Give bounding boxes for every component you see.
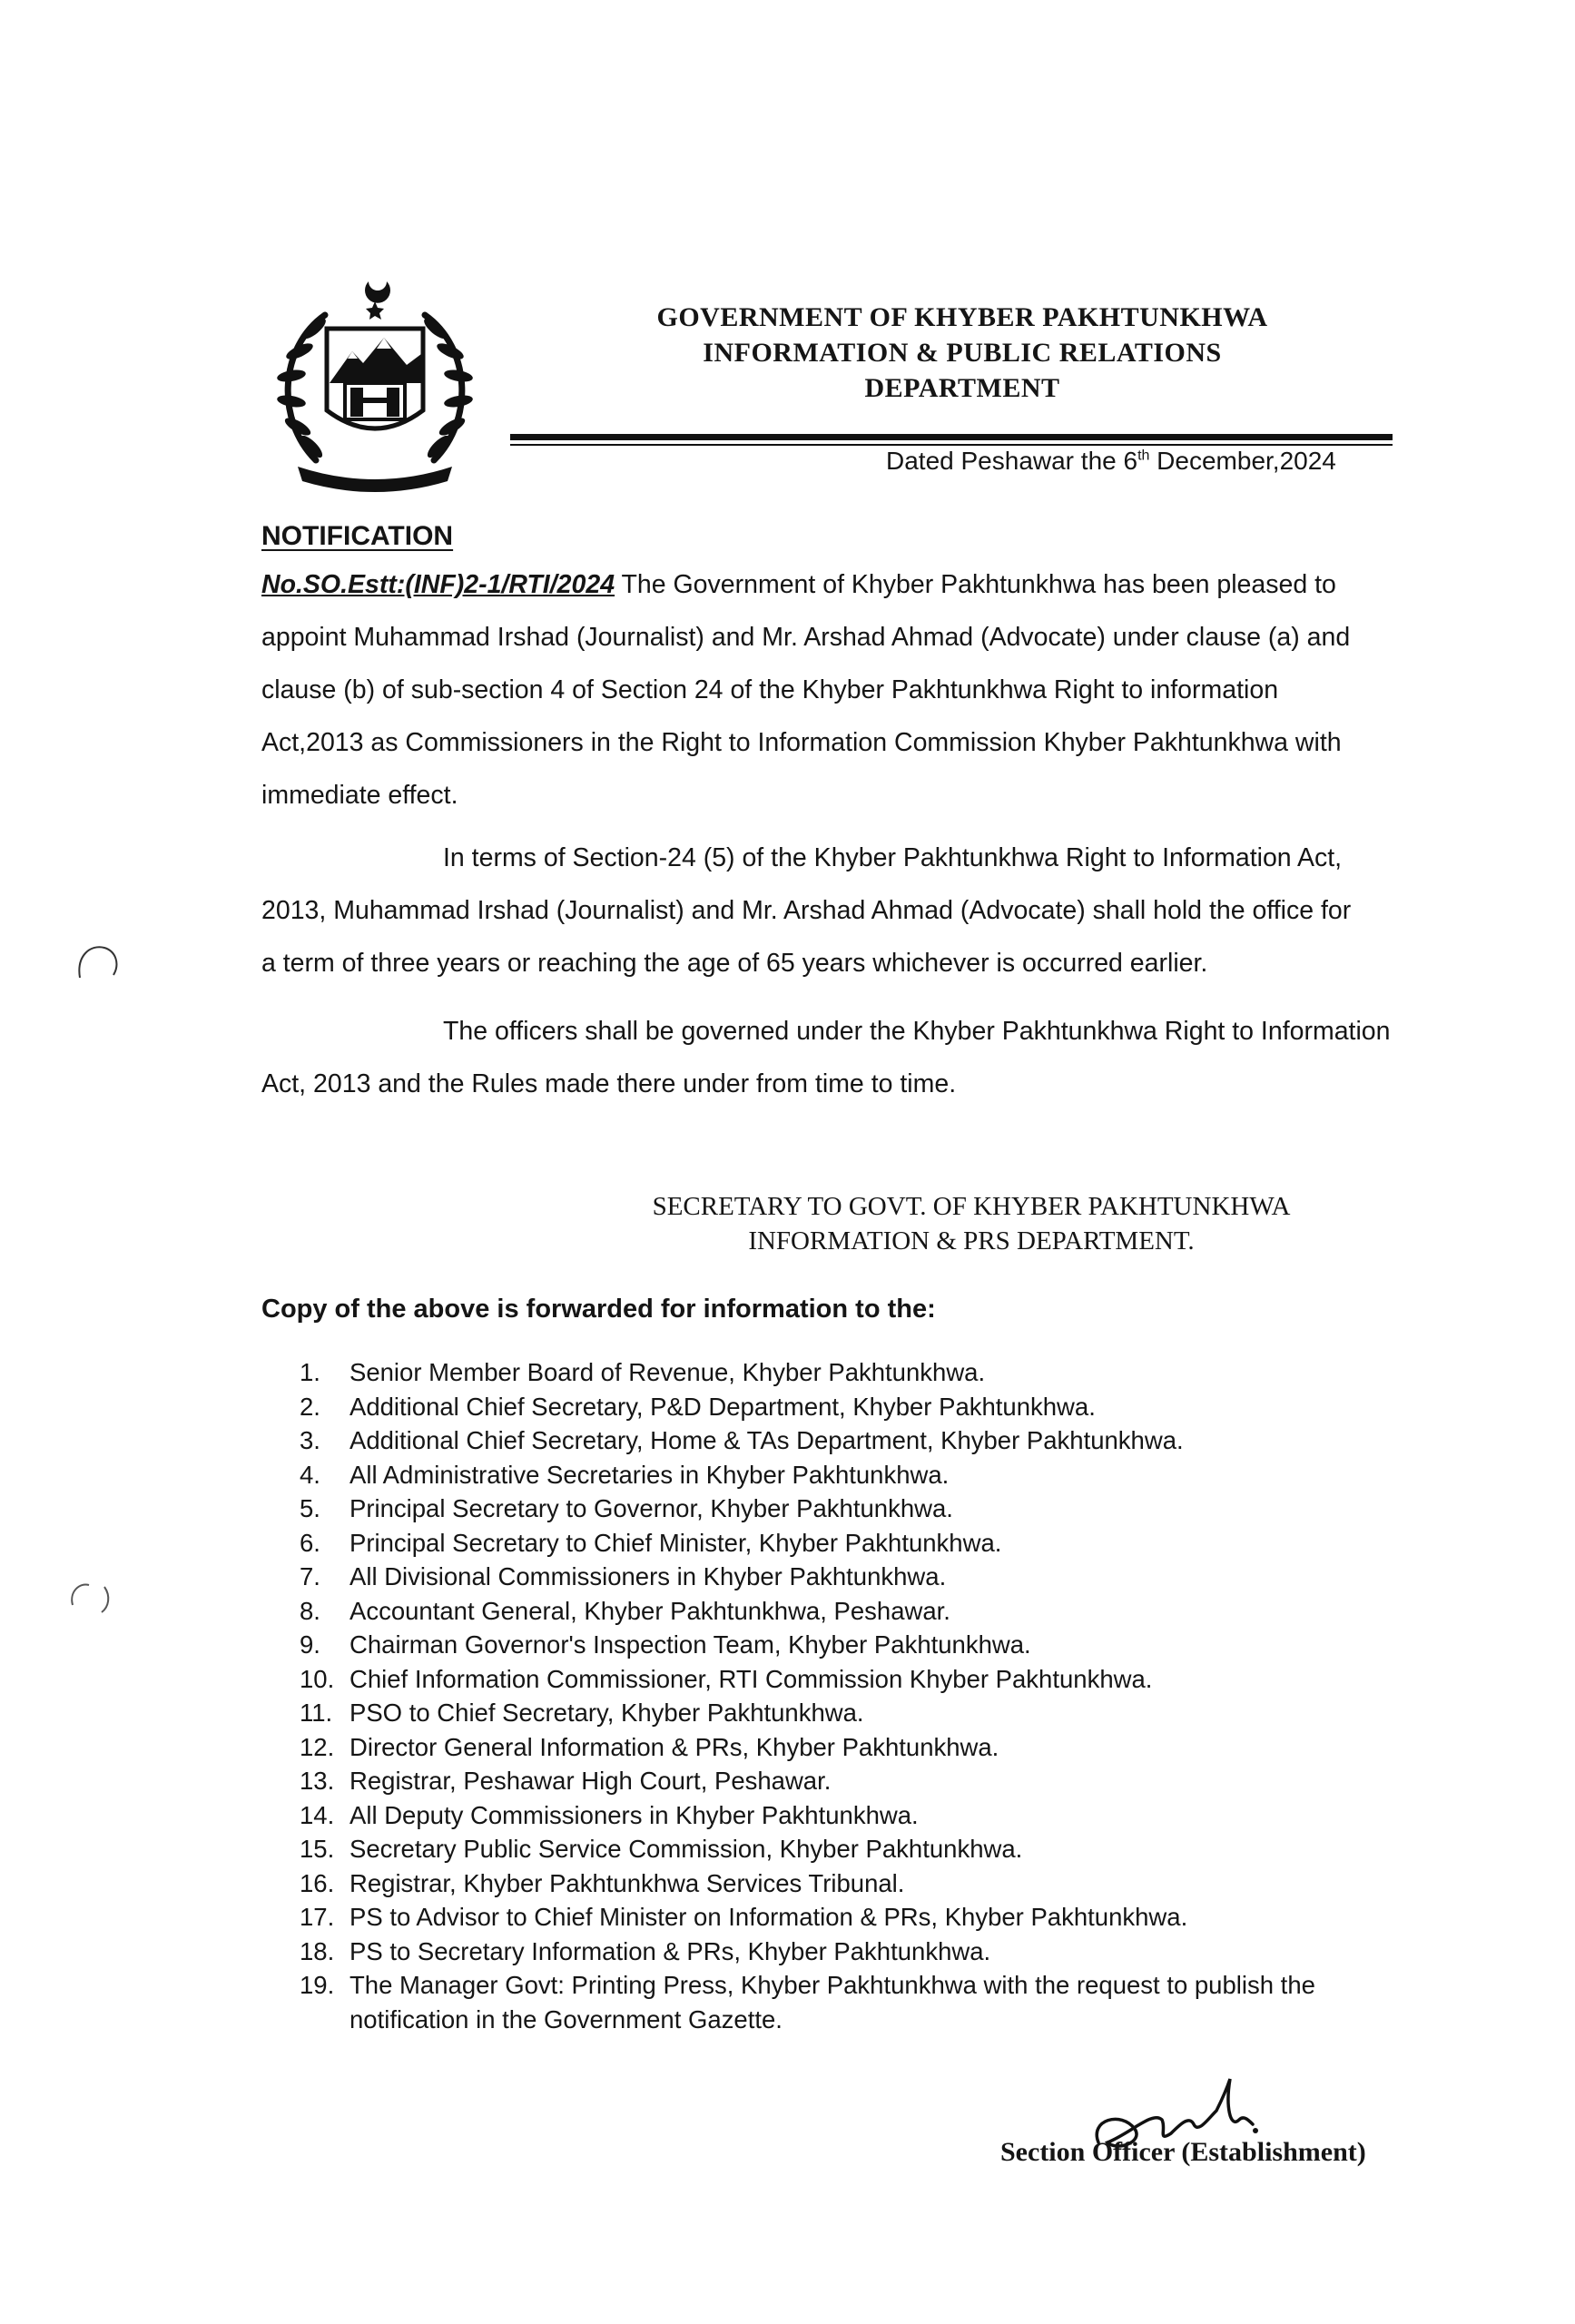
list-item [300, 1390, 1315, 1424]
list-item-number: 3. [300, 1426, 320, 1454]
list-item-number: 9. [300, 1630, 320, 1659]
list-item [300, 1526, 1315, 1561]
list-item-number: 2. [300, 1392, 320, 1421]
list-item-text: Chairman Governor's Inspection Team, Khyber Pakhtunkhwa. [349, 1630, 1031, 1659]
list-item-text: Principal Secretary to Chief Minister, Khyber Pakhtunkhwa. [349, 1528, 1002, 1557]
header-government-title: GOVERNMENT OF KHYBER PAKHTUNKHWA [656, 302, 1268, 332]
header-department-label: DEPARTMENT [864, 373, 1060, 403]
list-item [300, 1355, 1315, 1390]
list-item-number: 7. [300, 1562, 320, 1590]
list-item [300, 1900, 1315, 1935]
list-item-text: Additional Chief Secretary, P&D Department, Khyber Pakhtunkhwa. [349, 1392, 1096, 1421]
list-item-text: Chief Information Commissioner, RTI Commission Khyber Pakhtunkhwa. [349, 1664, 1153, 1693]
list-item-text: Secretary Public Service Commission, Khyber Pakhtunkhwa. [349, 1835, 1023, 1863]
notification-number: No.SO.Estt:(INF)2-1/RTI/2024 [261, 570, 615, 599]
para1-line1-text: The Government of Khyber Pakhtunkhwa has been pleased to [615, 570, 1336, 599]
list-item [300, 1423, 1315, 1458]
copy-forward-label: Copy of the above is forwarded for information to the: [261, 1295, 936, 1324]
list-item-text: notification in the Government Gazette. [349, 2004, 783, 2034]
list-item [300, 1628, 1315, 1662]
list-item-text: Accountant General, Khyber Pakhtunkhwa, Peshawar. [349, 1596, 950, 1625]
signatory-designation: Section Officer (Establishment) [1000, 2137, 1366, 2167]
distribution-list [300, 1355, 1315, 2036]
list-item [300, 1764, 1315, 1798]
para1-line1 [261, 558, 1336, 611]
para1-line4: Act,2013 as Commissioners in the Right to Information Commission Khyber Pakhtunkhwa with [261, 728, 1342, 757]
government-emblem-logo [261, 265, 488, 492]
list-item-number: 4. [300, 1460, 320, 1489]
list-item-number: 15. [300, 1835, 335, 1863]
dated-suffix: December,2024 [1149, 447, 1336, 475]
list-item [300, 1730, 1315, 1765]
list-item [300, 1968, 1315, 2003]
list-item-number: 6. [300, 1528, 320, 1557]
list-item-text: Registrar, Peshawar High Court, Peshawar. [349, 1767, 832, 1795]
list-item-number: 13. [300, 1767, 335, 1795]
list-item-text: PS to Advisor to Chief Minister on Information & PRs, Khyber Pakhtunkhwa. [349, 1903, 1188, 1931]
header-rule [510, 434, 1393, 440]
list-item-text: Director General Information & PRs, Khyber Pakhtunkhwa. [349, 1732, 999, 1761]
para2-line2: 2013, Muhammad Irshad (Journalist) and Mr. Arshad Ahmad (Advocate) shall hold the office for [261, 896, 1352, 925]
list-item-text: The Manager Govt: Printing Press, Khyber Pakhtunkhwa with the request to publish the [349, 1971, 1315, 1999]
list-item-text: PS to Secretary Information & PRs, Khyber Pakhtunkhwa. [349, 1936, 991, 1965]
list-item [300, 1866, 1315, 1901]
punch-hole-mark [73, 937, 127, 991]
list-item-number: 12. [300, 1732, 335, 1761]
list-item [300, 1594, 1315, 1629]
list-item-number: 11. [300, 1699, 333, 1727]
list-item [300, 1492, 1315, 1526]
header-rule-thin [510, 444, 1393, 446]
list-item-number: 17. [300, 1903, 335, 1931]
list-item-text: All Administrative Secretaries in Khyber Pakhtunkhwa. [349, 1460, 950, 1489]
dated-line [886, 447, 1336, 476]
para2-line3: a term of three years or reaching the age of 65 years whichever is occurred earlier. [261, 949, 1208, 978]
list-item-number [300, 2003, 349, 2037]
list-item [300, 1935, 1315, 1969]
list-item [300, 1832, 1315, 1866]
para1-line5: immediate effect. [261, 781, 458, 810]
list-item-text: All Divisional Commissioners in Khyber Pakhtunkhwa. [349, 1562, 947, 1590]
list-item-text: All Deputy Commissioners in Khyber Pakhtunkhwa. [349, 1800, 919, 1829]
para1-line3: clause (b) of sub-section 4 of Section 24 of the Khyber Pakhtunkhwa Right to information [261, 675, 1279, 704]
list-item [300, 1798, 1315, 1833]
list-item-number: 19. [300, 1971, 335, 1999]
para2-line1: In terms of Section-24 (5) of the Khyber Pakhtunkhwa Right to Information Act, [443, 843, 1343, 872]
secretary-title: SECRETARY TO GOVT. OF KHYBER PAKHTUNKHWA [652, 1192, 1291, 1221]
list-item-number: 1. [300, 1358, 320, 1386]
list-item [300, 1458, 1315, 1492]
list-item-number: 14. [300, 1800, 335, 1829]
para1-line2: appoint Muhammad Irshad (Journalist) and Mr. Arshad Ahmad (Advocate) under clause (a) and [261, 623, 1351, 652]
list-item-text: Registrar, Khyber Pakhtunkhwa Services Tribunal. [349, 1868, 905, 1897]
list-item-number: 10. [300, 1664, 335, 1693]
list-item-number: 16. [300, 1868, 335, 1897]
dated-prefix: Dated Peshawar the 6 [886, 447, 1138, 475]
para3-line1: The officers shall be governed under the Khyber Pakhtunkhwa Right to Information [443, 1017, 1391, 1046]
list-item-text: PSO to Chief Secretary, Khyber Pakhtunkhwa. [349, 1699, 864, 1727]
para3-line2: Act, 2013 and the Rules made there under from time to time. [261, 1069, 957, 1098]
list-item [300, 1662, 1315, 1697]
dated-superscript: th [1137, 448, 1150, 464]
list-item-text: Principal Secretary to Governor, Khyber Pakhtunkhwa. [349, 1494, 953, 1522]
list-item-number: 18. [300, 1936, 335, 1965]
header-department-title: INFORMATION & PUBLIC RELATIONS [703, 338, 1222, 368]
list-item [300, 1560, 1315, 1594]
list-item-text: Senior Member Board of Revenue, Khyber Pakhtunkhwa. [349, 1358, 986, 1386]
list-item-continuation [300, 2003, 1315, 2037]
list-item-number: 5. [300, 1494, 320, 1522]
list-item-number: 8. [300, 1596, 320, 1625]
secretary-department: INFORMATION & PRS DEPARTMENT. [748, 1226, 1195, 1256]
list-item [300, 1696, 1315, 1730]
notification-heading: NOTIFICATION [261, 521, 454, 551]
punch-hole-mark [64, 1569, 118, 1623]
list-item-text: Additional Chief Secretary, Home & TAs Department, Khyber Pakhtunkhwa. [349, 1426, 1184, 1454]
